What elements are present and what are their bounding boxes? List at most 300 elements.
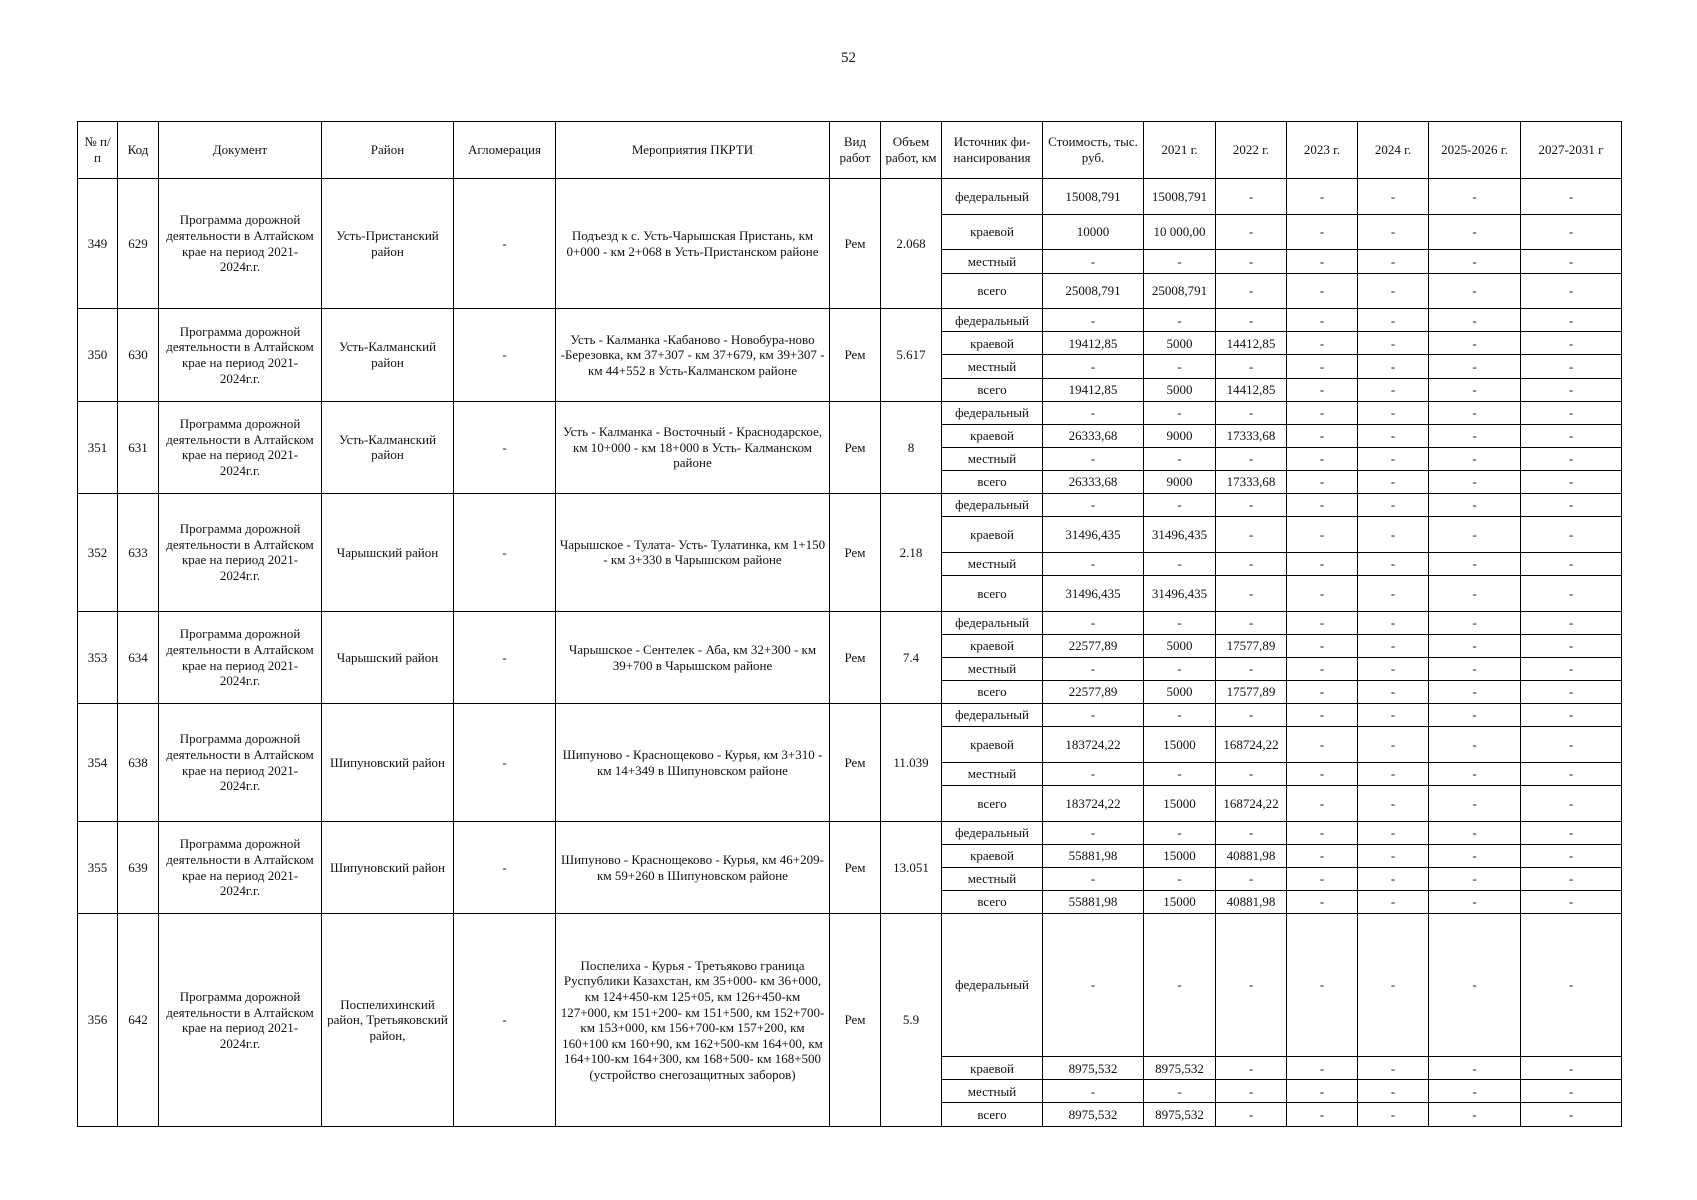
value-cell: -	[1521, 250, 1622, 273]
document-cell: Программа дорожной деятельности в Алтайском крае на период 2021-2024г.г.	[159, 704, 322, 822]
value-cell: 5000	[1144, 332, 1216, 355]
value-cell: -	[1287, 273, 1358, 309]
value-cell: -	[1358, 821, 1429, 844]
value-cell: -	[1144, 763, 1216, 786]
value-cell: -	[1429, 1057, 1521, 1080]
value-cell: 55881,98	[1043, 891, 1144, 914]
work-type-cell: Рем	[830, 914, 881, 1127]
value-cell: -	[1521, 309, 1622, 332]
value-cell: -	[1144, 658, 1216, 681]
header-cell: 2027-2031 г	[1521, 122, 1622, 179]
value-cell: 15000	[1144, 727, 1216, 763]
value-cell: -	[1429, 634, 1521, 657]
value-cell: -	[1358, 845, 1429, 868]
value-cell: 19412,85	[1043, 332, 1144, 355]
header-cell: Объем работ, км	[881, 122, 942, 179]
value-cell: 168724,22	[1216, 727, 1287, 763]
document-cell: Программа дорожной деятельности в Алтайском крае на период 2021-2024г.г.	[159, 821, 322, 913]
document-cell: Программа дорожной деятельности в Алтайском крае на период 2021-2024г.г.	[159, 611, 322, 703]
value-cell: -	[1144, 704, 1216, 727]
value-cell: -	[1287, 447, 1358, 470]
value-cell: -	[1521, 494, 1622, 517]
header-row	[78, 122, 1622, 179]
value-cell: 183724,22	[1043, 727, 1144, 763]
value-cell: -	[1358, 447, 1429, 470]
source-cell: краевой	[942, 845, 1043, 868]
source-cell: местный	[942, 658, 1043, 681]
value-cell: -	[1144, 821, 1216, 844]
num-cell: 351	[78, 401, 118, 493]
volume-cell: 8	[881, 401, 942, 493]
value-cell: -	[1043, 1080, 1144, 1103]
value-cell: -	[1043, 821, 1144, 844]
value-cell: 5000	[1144, 378, 1216, 401]
source-cell: федеральный	[942, 914, 1043, 1057]
value-cell: -	[1287, 517, 1358, 553]
value-cell: -	[1429, 611, 1521, 634]
value-cell: -	[1216, 309, 1287, 332]
value-cell: -	[1429, 552, 1521, 575]
measure-cell: Усть - Калманка - Восточный - Краснодарское, км 10+000 - км 18+000 в Усть- Калманском районе	[556, 401, 830, 493]
value-cell: -	[1358, 891, 1429, 914]
value-cell: 183724,22	[1043, 786, 1144, 822]
value-cell: -	[1358, 611, 1429, 634]
value-cell: 14412,85	[1216, 378, 1287, 401]
value-cell: -	[1216, 401, 1287, 424]
value-cell: -	[1287, 214, 1358, 250]
road-works-table	[77, 121, 1622, 1127]
value-cell: 26333,68	[1043, 471, 1144, 494]
value-cell: -	[1287, 355, 1358, 378]
code-cell: 629	[118, 179, 159, 309]
value-cell: -	[1521, 447, 1622, 470]
value-cell: -	[1287, 179, 1358, 215]
value-cell: -	[1144, 447, 1216, 470]
value-cell: -	[1287, 424, 1358, 447]
value-cell: -	[1287, 681, 1358, 704]
value-cell: -	[1429, 845, 1521, 868]
source-cell: краевой	[942, 1057, 1043, 1080]
value-cell: -	[1521, 845, 1622, 868]
header-cell: Агломерация	[454, 122, 556, 179]
document-cell: Программа дорожной деятельности в Алтайском крае на период 2021-2024г.г.	[159, 494, 322, 612]
value-cell: 55881,98	[1043, 845, 1144, 868]
value-cell: -	[1429, 727, 1521, 763]
header-cell: 2025-2026 г.	[1429, 122, 1521, 179]
source-cell: федеральный	[942, 494, 1043, 517]
work-type-cell: Рем	[830, 179, 881, 309]
district-cell: Усть-Калманский район	[322, 309, 454, 401]
value-cell: -	[1144, 355, 1216, 378]
agglomeration-cell: -	[454, 179, 556, 309]
value-cell: -	[1287, 309, 1358, 332]
source-cell: федеральный	[942, 704, 1043, 727]
value-cell: -	[1429, 786, 1521, 822]
source-cell: краевой	[942, 517, 1043, 553]
value-cell: -	[1358, 250, 1429, 273]
code-cell: 638	[118, 704, 159, 822]
value-cell: -	[1043, 250, 1144, 273]
volume-cell: 2.068	[881, 179, 942, 309]
value-cell: -	[1358, 727, 1429, 763]
num-cell: 352	[78, 494, 118, 612]
work-type-cell: Рем	[830, 704, 881, 822]
value-cell: -	[1429, 517, 1521, 553]
volume-cell: 11.039	[881, 704, 942, 822]
source-cell: местный	[942, 250, 1043, 273]
code-cell: 630	[118, 309, 159, 401]
value-cell: -	[1358, 704, 1429, 727]
value-cell: -	[1287, 494, 1358, 517]
header-cell: 2023 г.	[1287, 122, 1358, 179]
value-cell: -	[1521, 576, 1622, 612]
value-cell: -	[1287, 250, 1358, 273]
value-cell: -	[1043, 658, 1144, 681]
work-type-cell: Рем	[830, 821, 881, 913]
value-cell: 17333,68	[1216, 471, 1287, 494]
value-cell: -	[1287, 332, 1358, 355]
agglomeration-cell: -	[454, 611, 556, 703]
source-cell: краевой	[942, 727, 1043, 763]
value-cell: 8975,532	[1043, 1103, 1144, 1127]
value-cell: -	[1216, 611, 1287, 634]
source-cell: всего	[942, 378, 1043, 401]
document-cell: Программа дорожной деятельности в Алтайском крае на период 2021-2024г.г.	[159, 401, 322, 493]
work-type-cell: Рем	[830, 309, 881, 401]
source-cell: всего	[942, 786, 1043, 822]
value-cell: -	[1287, 914, 1358, 1057]
value-cell: -	[1429, 378, 1521, 401]
value-cell: -	[1287, 611, 1358, 634]
value-cell: -	[1216, 704, 1287, 727]
value-cell: -	[1144, 401, 1216, 424]
num-cell: 354	[78, 704, 118, 822]
value-cell: -	[1521, 355, 1622, 378]
value-cell: -	[1287, 763, 1358, 786]
value-cell: -	[1287, 552, 1358, 575]
value-cell: -	[1358, 576, 1429, 612]
value-cell: 40881,98	[1216, 845, 1287, 868]
value-cell: 31496,435	[1144, 517, 1216, 553]
page-number: 52	[841, 50, 856, 66]
value-cell: -	[1358, 763, 1429, 786]
document-cell: Программа дорожной деятельности в Алтайском крае на период 2021-2024г.г.	[159, 914, 322, 1127]
num-cell: 349	[78, 179, 118, 309]
work-type-cell: Рем	[830, 494, 881, 612]
value-cell: -	[1521, 1057, 1622, 1080]
value-cell: -	[1358, 424, 1429, 447]
value-cell: 40881,98	[1216, 891, 1287, 914]
code-cell: 631	[118, 401, 159, 493]
value-cell: -	[1043, 401, 1144, 424]
source-cell: федеральный	[942, 821, 1043, 844]
value-cell: 15000	[1144, 786, 1216, 822]
source-cell: краевой	[942, 214, 1043, 250]
value-cell: 9000	[1144, 471, 1216, 494]
value-cell: -	[1216, 763, 1287, 786]
value-cell: -	[1429, 179, 1521, 215]
table-row	[78, 494, 1622, 517]
value-cell: -	[1521, 471, 1622, 494]
value-cell: -	[1358, 309, 1429, 332]
district-cell: Шипуновский район	[322, 704, 454, 822]
table-body	[78, 179, 1622, 1127]
source-cell: всего	[942, 1103, 1043, 1127]
value-cell: -	[1043, 309, 1144, 332]
value-cell: -	[1144, 309, 1216, 332]
value-cell: -	[1358, 471, 1429, 494]
value-cell: -	[1358, 786, 1429, 822]
volume-cell: 5.9	[881, 914, 942, 1127]
value-cell: -	[1429, 471, 1521, 494]
value-cell: 31496,435	[1043, 576, 1144, 612]
value-cell: -	[1521, 658, 1622, 681]
value-cell: -	[1429, 658, 1521, 681]
agglomeration-cell: -	[454, 704, 556, 822]
document-cell: Программа дорожной деятельности в Алтайском крае на период 2021-2024г.г.	[159, 179, 322, 309]
source-cell: краевой	[942, 634, 1043, 657]
district-cell: Поспелихинский район, Третьяковский район,	[322, 914, 454, 1127]
code-cell: 634	[118, 611, 159, 703]
value-cell: -	[1216, 552, 1287, 575]
value-cell: -	[1144, 1080, 1216, 1103]
value-cell: -	[1144, 611, 1216, 634]
value-cell: -	[1043, 868, 1144, 891]
value-cell: -	[1216, 273, 1287, 309]
value-cell: -	[1358, 914, 1429, 1057]
source-cell: местный	[942, 1080, 1043, 1103]
value-cell: -	[1521, 634, 1622, 657]
source-cell: всего	[942, 273, 1043, 309]
table-row	[78, 401, 1622, 424]
value-cell: -	[1358, 214, 1429, 250]
num-cell: 350	[78, 309, 118, 401]
value-cell: -	[1216, 355, 1287, 378]
value-cell: 8975,532	[1144, 1057, 1216, 1080]
value-cell: -	[1429, 214, 1521, 250]
header-cell: 2021 г.	[1144, 122, 1216, 179]
value-cell: 15008,791	[1043, 179, 1144, 215]
district-cell: Чарышский район	[322, 494, 454, 612]
value-cell: -	[1216, 447, 1287, 470]
value-cell: -	[1287, 1057, 1358, 1080]
value-cell: 25008,791	[1043, 273, 1144, 309]
header-cell: 2022 г.	[1216, 122, 1287, 179]
header-cell: Документ	[159, 122, 322, 179]
value-cell: -	[1287, 704, 1358, 727]
value-cell: -	[1144, 494, 1216, 517]
value-cell: 22577,89	[1043, 681, 1144, 704]
work-type-cell: Рем	[830, 611, 881, 703]
source-cell: всего	[942, 891, 1043, 914]
value-cell: 17577,89	[1216, 681, 1287, 704]
value-cell: -	[1287, 727, 1358, 763]
value-cell: 19412,85	[1043, 378, 1144, 401]
value-cell: -	[1521, 273, 1622, 309]
num-cell: 353	[78, 611, 118, 703]
agglomeration-cell: -	[454, 309, 556, 401]
code-cell: 639	[118, 821, 159, 913]
value-cell: -	[1521, 763, 1622, 786]
value-cell: -	[1043, 611, 1144, 634]
agglomeration-cell: -	[454, 821, 556, 913]
value-cell: -	[1216, 914, 1287, 1057]
value-cell: -	[1358, 355, 1429, 378]
value-cell: -	[1429, 763, 1521, 786]
source-cell: краевой	[942, 332, 1043, 355]
source-cell: местный	[942, 763, 1043, 786]
value-cell: -	[1521, 1103, 1622, 1127]
value-cell: -	[1358, 681, 1429, 704]
value-cell: -	[1216, 1057, 1287, 1080]
value-cell: -	[1287, 401, 1358, 424]
value-cell: -	[1287, 1103, 1358, 1127]
value-cell: -	[1043, 704, 1144, 727]
value-cell: -	[1358, 658, 1429, 681]
district-cell: Шипуновский район	[322, 821, 454, 913]
value-cell: -	[1287, 786, 1358, 822]
value-cell: -	[1429, 1080, 1521, 1103]
value-cell: -	[1358, 868, 1429, 891]
volume-cell: 2.18	[881, 494, 942, 612]
value-cell: -	[1429, 914, 1521, 1057]
value-cell: -	[1358, 273, 1429, 309]
value-cell: -	[1521, 704, 1622, 727]
source-cell: местный	[942, 552, 1043, 575]
value-cell: -	[1429, 891, 1521, 914]
value-cell: -	[1429, 273, 1521, 309]
value-cell: 15000	[1144, 845, 1216, 868]
table-row	[78, 704, 1622, 727]
value-cell: -	[1429, 681, 1521, 704]
measure-cell: Усть - Калманка -Кабаново - Новобура-ново -Березовка, км 37+307 - км 37+679, км 39+307 - км 44+552 в Усть-Калманском районе	[556, 309, 830, 401]
value-cell: -	[1287, 891, 1358, 914]
value-cell: -	[1287, 634, 1358, 657]
value-cell: 22577,89	[1043, 634, 1144, 657]
value-cell: -	[1216, 576, 1287, 612]
num-cell: 356	[78, 914, 118, 1127]
value-cell: -	[1358, 401, 1429, 424]
value-cell: 5000	[1144, 634, 1216, 657]
value-cell: -	[1429, 704, 1521, 727]
value-cell: -	[1216, 494, 1287, 517]
value-cell: -	[1043, 355, 1144, 378]
value-cell: -	[1521, 681, 1622, 704]
source-cell: всего	[942, 681, 1043, 704]
value-cell: -	[1429, 494, 1521, 517]
source-cell: местный	[942, 355, 1043, 378]
value-cell: -	[1216, 658, 1287, 681]
header-cell: Вид работ	[830, 122, 881, 179]
value-cell: -	[1429, 821, 1521, 844]
measure-cell: Шипуново - Краснощеково - Курья, км 46+209- км 59+260 в Шипуновском районе	[556, 821, 830, 913]
value-cell: 8975,532	[1043, 1057, 1144, 1080]
source-cell: федеральный	[942, 309, 1043, 332]
value-cell: 9000	[1144, 424, 1216, 447]
value-cell: -	[1358, 1057, 1429, 1080]
value-cell: -	[1216, 214, 1287, 250]
district-cell: Чарышский район	[322, 611, 454, 703]
measure-cell: Поспелиха - Курья - Третьяково граница Руспублики Казахстан, км 35+000- км 36+000, км 124+450-км 125+05, км 126+450-км 127+000, км 151+200- км 151+500, км 152+700-км 153+000, км 156+700-км 157+200, км 160+100 км 160+90, км 162+500-км 164+00, км 164+100-км 164+300, км 168+500- км 168+500 (устройство снегозащитных заборов)	[556, 914, 830, 1127]
value-cell: -	[1429, 868, 1521, 891]
value-cell: -	[1521, 179, 1622, 215]
value-cell: -	[1043, 914, 1144, 1057]
volume-cell: 7.4	[881, 611, 942, 703]
value-cell: -	[1358, 378, 1429, 401]
measure-cell: Чарышское - Тулата- Усть- Тулатинка, км 1+150 - км 3+330 в Чарышском районе	[556, 494, 830, 612]
source-cell: федеральный	[942, 611, 1043, 634]
value-cell: -	[1043, 552, 1144, 575]
district-cell: Усть-Калманский район	[322, 401, 454, 493]
value-cell: 5000	[1144, 681, 1216, 704]
volume-cell: 5.617	[881, 309, 942, 401]
value-cell: -	[1287, 658, 1358, 681]
table-row	[78, 821, 1622, 844]
table-row	[78, 179, 1622, 215]
value-cell: 15000	[1144, 891, 1216, 914]
value-cell: 17577,89	[1216, 634, 1287, 657]
value-cell: -	[1521, 378, 1622, 401]
header-cell: Район	[322, 122, 454, 179]
table-row	[78, 309, 1622, 332]
value-cell: 168724,22	[1216, 786, 1287, 822]
value-cell: -	[1429, 355, 1521, 378]
value-cell: -	[1358, 552, 1429, 575]
agglomeration-cell: -	[454, 401, 556, 493]
value-cell: 10 000,00	[1144, 214, 1216, 250]
value-cell: -	[1521, 611, 1622, 634]
agglomeration-cell: -	[454, 914, 556, 1127]
header-cell: Код	[118, 122, 159, 179]
value-cell: -	[1429, 250, 1521, 273]
document-cell: Программа дорожной деятельности в Алтайском крае на период 2021-2024г.г.	[159, 309, 322, 401]
value-cell: -	[1287, 1080, 1358, 1103]
value-cell: -	[1358, 1103, 1429, 1127]
value-cell: -	[1521, 727, 1622, 763]
value-cell: 26333,68	[1043, 424, 1144, 447]
value-cell: -	[1358, 332, 1429, 355]
value-cell: -	[1287, 845, 1358, 868]
table-row	[78, 914, 1622, 1057]
work-type-cell: Рем	[830, 401, 881, 493]
value-cell: -	[1429, 576, 1521, 612]
value-cell: -	[1521, 891, 1622, 914]
value-cell: -	[1287, 576, 1358, 612]
value-cell: -	[1521, 914, 1622, 1057]
value-cell: -	[1358, 179, 1429, 215]
value-cell: -	[1358, 634, 1429, 657]
value-cell: -	[1216, 1103, 1287, 1127]
value-cell: -	[1521, 1080, 1622, 1103]
value-cell: -	[1521, 401, 1622, 424]
value-cell: 17333,68	[1216, 424, 1287, 447]
value-cell: -	[1521, 821, 1622, 844]
value-cell: 25008,791	[1144, 273, 1216, 309]
value-cell: -	[1043, 763, 1144, 786]
source-cell: федеральный	[942, 401, 1043, 424]
value-cell: -	[1216, 250, 1287, 273]
table-row	[78, 611, 1622, 634]
value-cell: 15008,791	[1144, 179, 1216, 215]
value-cell: -	[1358, 494, 1429, 517]
value-cell: 31496,435	[1043, 517, 1144, 553]
header-cell: Источник фи-нансирования	[942, 122, 1043, 179]
value-cell: -	[1287, 378, 1358, 401]
measure-cell: Шипуново - Краснощеково - Курья, км 3+310 - км 14+349 в Шипуновском районе	[556, 704, 830, 822]
district-cell: Усть-Пристанский район	[322, 179, 454, 309]
source-cell: всего	[942, 576, 1043, 612]
value-cell: -	[1521, 424, 1622, 447]
